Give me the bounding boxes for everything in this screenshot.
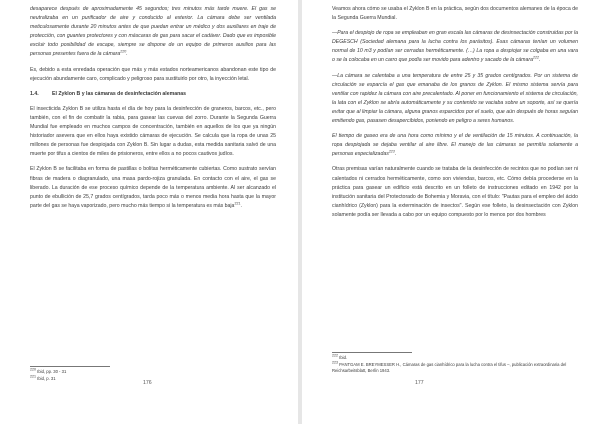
footnote: $^{222}$ Ibid.	[332, 353, 348, 360]
quote-3: El tiempo de gaseo era de una hora como mínimo y el de ventilación de 15 minutos. A continuación, la ropa despiojada se dejaba ventilar al aire libre. El manejo de las cámaras se permitía solamente a personas especializadas$^{223}$.	[332, 133, 578, 158]
left-footnotes	[30, 366, 276, 382]
section-title: El Zyklon B y las cámaras de desinfectación alemanas	[52, 90, 187, 97]
footnote-divider	[30, 366, 110, 367]
quote-1: —Para el despiojo de ropa se empleaban en gran escala las cámaras de desinsectación construidas por la DEGESCH (Sociedad alemana para la lucha contra los parásitos). Esas cámaras tenían un volumen normal de 10 m3 y podían ser cerradas herméticamente. (…) La ropa a despiojar se colgaba en una vara o se la colocaba en un carro que podía ser movido para adentro y sacado de la cámara$^{222}$.	[332, 30, 578, 64]
section-heading	[30, 90, 276, 99]
page-number: 177	[415, 380, 424, 386]
footnote: $^{220}$ Ibid, pp. 30 - 31	[30, 367, 67, 374]
left-paragraph-4: El Zyklon B se facilitaba en forma de pastillas o bolitas herméticamente cubiertas. Como sustrato servían fibras de madera o diagranulado, una masa pardo-rojiza granulada. En contacto con el aire, el gas se liberado. La duración de ese proceso químico depende de la temperatura ambiente. Al ser alcanzado el punto de ebullición de 25,7 grados centígrados, tarda poco más o menos media hora hasta que la mayor parte del gas se haya vaporizado, pero mucho más tiempo si la temperatura es más baja$^{221}$.	[30, 166, 276, 209]
footnote-divider	[332, 352, 412, 353]
footnote-ref[interactable]: 220	[120, 49, 127, 54]
right-intro: Veamos ahora cómo se usaba el Zyklon B en la práctica, según dos documentos alemanes de la época de la Segunda Guerra Mundial.	[332, 6, 578, 22]
left-paragraph-1: desaparece después de aproximadamente 45 segundos; tres minutos más tarde muere. El gas se neutralizaba en un purificador de aire y conducido al exterior. La cámara debe ser ventilada meticulosamente durante 20 minutos antes de que puedan entrar un médico y dos auxiliares en traje de protección, con guantes protectores y con máscaras de gas para sacar el cadáver. Dado que es imposible excluir todo posibilidad de escape, siempre se dispone de un equipo de primeros auxilios para las personas presentes fuera de la cámara$^{220}$.	[30, 6, 276, 58]
page-number: 176	[143, 380, 152, 386]
footnote-ref[interactable]: 223	[388, 149, 395, 154]
right-body: Otras premisas varían naturalmente cuando se trataba de la desinfección de recintos que no podían ser ni calentados ni cerrados herméticamente, como son viviendas, barcos, etc. Cómo debía procederse en la práctica para gasear un edificio está descrito en un folleto de instrucciones editado en 1942 por la institución sanitaria del Protectorado de Bohemia y Moravia, con el título: "Pautas para el empleo del ácido cianhídrico (Zyklon) para la exterminación de insectos". Según ese folleto, la desinsectación con Zyklon solamente podía ser llevada a cabo por un equipo compuesto por lo menos por dos hombres	[332, 166, 578, 218]
left-page	[0, 0, 298, 424]
left-paragraph-2: Es, debido a esta enredada operación que más y más estados norteamericanos abandonan este tipo de ejecución abundamente caro, complicado y peligroso para sustituirlo por otro, la inyección letal.	[30, 66, 276, 82]
footnote: $^{221}$ Ibid, p. 31	[30, 374, 56, 381]
left-paragraph-3: El insecticida Zyklon B se utiliza hasta el día de hoy para la desinfección de graneros, barcos, etc., pero también, con el fin de combatir la rabia, para gasear las cuevas del zorro. Durante la Segunda Guerra Mundial fue empleado en muchos campos de concentración, también en aquellos de los que ya ningún historiador asevera que en ellos haya existido cámaras de ejecución. Se calcula que la ropa de unas 25 millones de personas fue despiojada con Zyklon B. Sin lugar a dudas, esta medida sanitaria salvó de una muerte por tifus a cientos de miles de prisioneros, entre ellos a no pocos cautivos judíos.	[30, 105, 276, 158]
quote-2: —La cámara se calentaba a una temperatura de entre 25 y 35 grados centígrados. Por un sistema de circulación se esparcía el gas que emanaba de los granos de Zyklon. El mismo sistema servía para ventilar con rapidez la cámara con aire precalentado. Al poner en funcionamiento el sistema de circulación, la lata con el Zyklon se abría automáticamente y su contenido se vaciaba sobre un soporte, así se quería evitar que al limpiar la cámara, alguna granos esparcidos por el suelo, que aún después de horas seguían emitiendo gas, pasasen desapercibidos, poniendo en peligro a seres humanos.	[332, 72, 578, 125]
right-footnotes	[332, 352, 578, 375]
left-column	[30, 5, 276, 217]
footnote-ref[interactable]: 222	[533, 55, 539, 60]
right-column	[332, 5, 578, 226]
footnote-ref[interactable]: 221	[234, 201, 241, 206]
right-page	[302, 0, 600, 424]
footnote: $^{223}$ PANTGAM E. BREYMESSER H., Cámaras de gas cianhídrico para la lucha contra el tifus –, publicación extraordinaria del Reichsarbeitsblatt, Berlín 1943.	[332, 360, 567, 373]
section-number: 1.4.	[30, 90, 39, 97]
